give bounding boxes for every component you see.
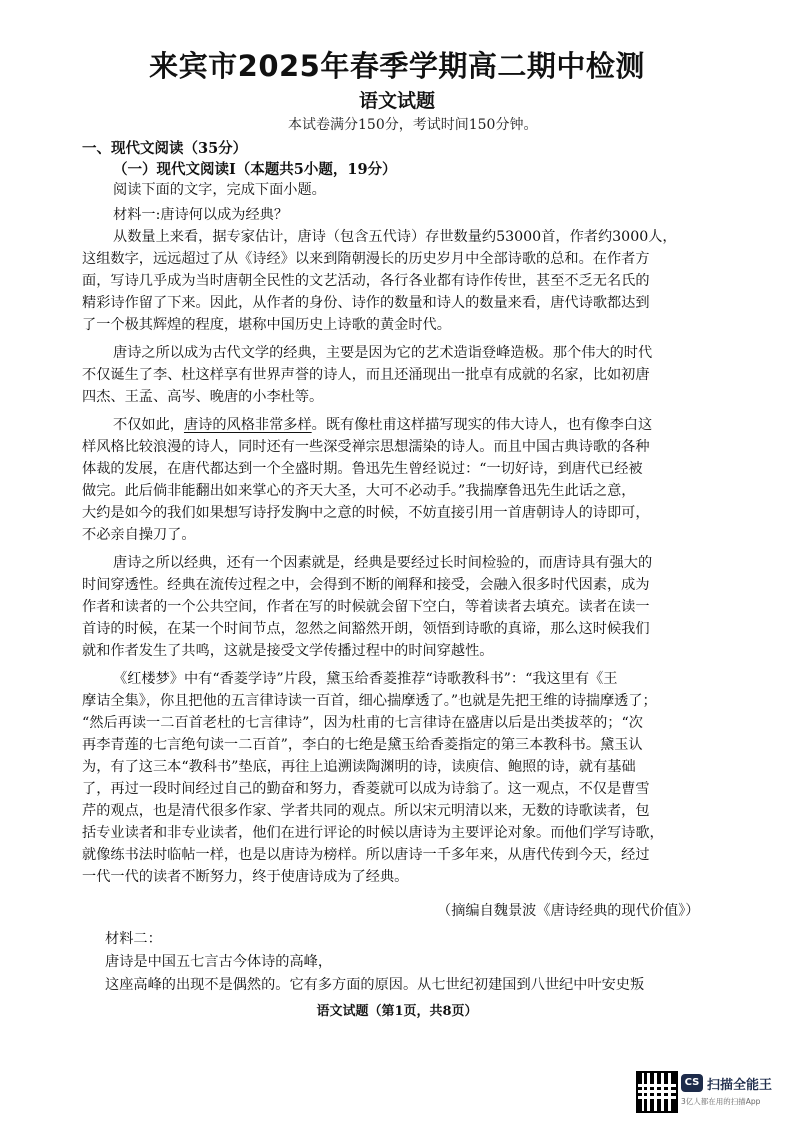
passage-line: 面，写诗几乎成为当时唐朝全民性的文艺活动，各行各业都有诗作传世，甚至不乏无名氏的 (82, 273, 650, 289)
passage-line: 摩诘全集》，你且把他的五言律诗读一百首，细心揣摩透了。”也就是先把王维的诗揣摩透了； (82, 693, 657, 709)
section-subheading: （一）现代文阅读Ⅰ（本题共5小题，19分） (113, 161, 397, 178)
passage-line: 精彩诗作留了下来。因此，从作者的身份、诗作的数量和诗人的数量来看，唐代诗歌都达到 (82, 295, 650, 311)
passage-line: 这座高峰的出现不是偶然的。它有多方面的原因。从七世纪初建国到八世纪中叶安史叛 (105, 977, 645, 993)
camscanner-logo: CS (681, 1074, 703, 1092)
exam-info: 本试卷满分150分，考试时间150分钟。 (288, 117, 538, 133)
passage-line: 做完。此后倘非能翻出如来掌心的齐天大圣，大可不必动手。”我揣摩鲁迅先生此话之意， (82, 483, 636, 499)
passage-line: 这组数字，远远超过了从《诗经》以来到隋朝漫长的历史岁月中全部诗歌的总和。在作者方 (82, 251, 650, 267)
passage-line: 不仅诞生了李、杜这样享有世界声誉的诗人，而且还涌现出一批卓有成就的名家，比如初唐 (82, 367, 650, 383)
passage-line: 了，再过一段时间经过自己的勤奋和努力，香菱就可以成为诗翁了。这一观点，不仅是曹雪 (82, 781, 650, 797)
passage-line: 唐诗之所以成为古代文学的经典，主要是因为它的艺术造诣登峰造极。那个伟大的时代 (113, 345, 653, 361)
underlined-phrase: 唐诗的风格非常多样 (183, 417, 312, 433)
camscanner-name: 扫描全能王 (707, 1078, 773, 1093)
passage-line: 芹的观点，也是清代很多作家、学者共同的观点。所以宋元明清以来，无数的诗歌读者，包 (82, 803, 650, 819)
passage-line: 唐诗是中国五七言古今体诗的高峰， (105, 954, 333, 970)
section-heading: 一、现代文阅读（35分） (82, 140, 248, 157)
passage-line: “然后再读一二百首老杜的七言律诗”，因为杜甫的七言律诗在盛唐以后是出类拔萃的；“次 (82, 715, 643, 731)
exam-title: 来宾市2025年春季学期高二期中检测 (149, 49, 645, 83)
camscanner-tagline: 3亿人都在用的扫描App (681, 1097, 761, 1106)
passage-line: 不必亲自操刀了。 (82, 527, 196, 543)
material-heading: 材料一:唐诗何以成为经典？ (113, 207, 289, 223)
passage-line: 就像练书法时临帖一样，也是以唐诗为榜样。所以唐诗一千多年来，从唐代传到今天，经过 (82, 847, 650, 863)
passage-line: 唐诗之所以经典，还有一个因素就是，经典是要经过长时间检验的，而唐诗具有强大的 (113, 555, 653, 571)
passage-line: 首诗的时候，在某一个时间节点，忽然之间豁然开朗，领悟到诗歌的真谛，那么这时候我们 (82, 621, 650, 637)
passage-line: 一代一代的读者不断努力，终于使唐诗成为了经典。 (82, 869, 409, 885)
passage-line: 四杰、王孟、高岑、晚唐的小李杜等。 (82, 389, 324, 405)
passage-line: 括专业读者和非专业读者，他们在进行评论的时候以唐诗为主要评论对象。而他们学写诗歌， (82, 825, 664, 841)
material-heading: 材料二： (105, 931, 162, 947)
passage-line: 体裁的发展，在唐代都达到一个全盛时期。鲁迅先生曾经说过：“一切好诗，到唐代已经被 (82, 461, 643, 477)
passage-line: 为，有了这三本“教科书”垫底，再往上追溯读陶渊明的诗，读庾信、鲍照的诗，就有基础 (82, 759, 636, 775)
passage-line (113, 416, 652, 434)
passage-text: 不仅如此， (113, 417, 184, 433)
passage-line: 大约是如今的我们如果想写诗抒发胸中之意的时候，不妨直接引用一首唐朝诗人的诗即可， (82, 505, 650, 521)
exam-subject: 语文试题 (358, 90, 435, 112)
passage-line: 样风格比较浪漫的诗人，同时还有一些深受禅宗思想濡染的诗人。而且中国古典诗歌的各种 (82, 439, 650, 455)
passage-line: 从数量上来看，据专家估计，唐诗（包含五代诗）存世数量约53000首，作者约3000人， (113, 229, 677, 245)
passage-text: 。既有像杜甫这样描写现实的伟大诗人，也有像李白这 (311, 417, 653, 433)
page-footer: 语文试题（第1页，共8页） (316, 1004, 478, 1019)
reading-instruction: 阅读下面的文字，完成下面小题。 (113, 182, 326, 198)
passage-line: 再李青莲的七言绝句读一二百首”，李白的七绝是黛玉给香菱指定的第三本教科书。黛玉认 (82, 737, 643, 753)
passage-line: 就和作者发生了共鸣，这就是接受文学传播过程中的时间穿越性。 (82, 643, 494, 659)
passage-line: 了一个极其辉煌的程度，堪称中国历史上诗歌的黄金时代。 (82, 317, 451, 333)
passage-line: 《红楼梦》中有“香菱学诗”片段，黛玉给香菱推荐“诗歌教科书”：“我这里有《王 (113, 671, 618, 687)
passage-line: 时间穿透性。经典在流传过程之中，会得到不断的阐释和接受，会融入很多时代因素，成为 (82, 577, 650, 593)
qr-code-icon (636, 1071, 678, 1113)
source-citation: （摘编自魏景波《唐诗经典的现代价值》） (437, 903, 700, 919)
passage-line: 作者和读者的一个公共空间，作者在写的时候就会留下空白，等着读者去填充。读者在读一 (82, 599, 650, 615)
